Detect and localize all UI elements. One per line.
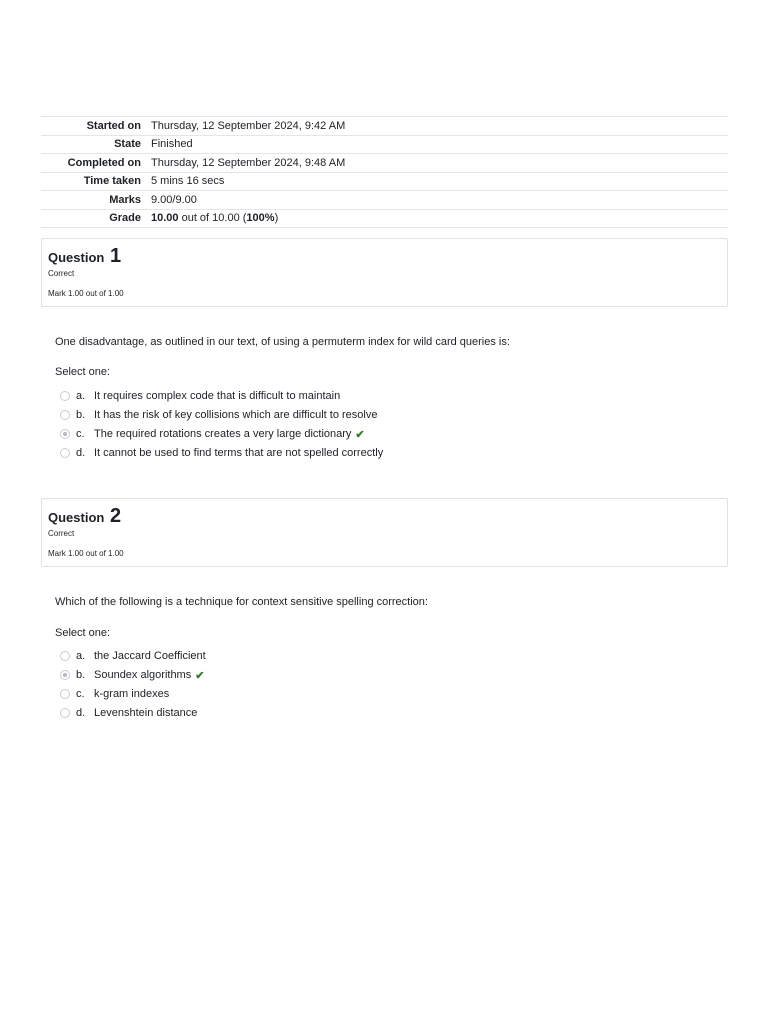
- question-2-answer-c[interactable]: [60, 686, 169, 702]
- question-1-answer-c[interactable]: [60, 426, 365, 442]
- answer-text: k-gram indexes: [94, 688, 170, 700]
- time-taken-value: 5 mins 16 secs: [151, 175, 225, 188]
- grade-out-of: out of 10.00 (: [178, 212, 247, 225]
- answer-letter: b.: [76, 669, 86, 681]
- question-1-answer-a[interactable]: [60, 388, 340, 404]
- grade-value: [151, 209, 728, 228]
- radio-button-selected[interactable]: [60, 670, 70, 680]
- radio-button[interactable]: [60, 708, 70, 718]
- question-1-prompt: Select one:: [55, 366, 111, 378]
- answer-text: Soundex algorithms: [94, 669, 192, 681]
- radio-button[interactable]: [60, 391, 70, 401]
- summary-row-grade: [41, 209, 728, 228]
- question-number: 2: [109, 505, 122, 527]
- radio-button[interactable]: [60, 448, 70, 458]
- question-2-mark: Mark 1.00 out of 1.00: [48, 549, 124, 558]
- question-1-state: Correct: [48, 269, 75, 278]
- question-label: Question: [48, 510, 105, 525]
- grade-percent: 100%: [246, 212, 275, 225]
- answer-letter: c.: [76, 688, 85, 700]
- grade-score: 10.00: [151, 212, 179, 225]
- answer-text: The required rotations creates a very large dictionary: [94, 428, 352, 440]
- question-1-text: One disadvantage, as outlined in our text, of using a permuterm index for wild card queries is:: [55, 336, 510, 348]
- completed-on-value: Thursday, 12 September 2024, 9:48 AM: [151, 156, 346, 169]
- answer-text: Levenshtein distance: [94, 707, 198, 719]
- time-taken-label: Time taken: [83, 175, 141, 188]
- question-number: 1: [109, 245, 122, 267]
- summary-row-started: [41, 117, 728, 136]
- question-2-answer-b[interactable]: [60, 667, 204, 683]
- question-1-answer-b[interactable]: [60, 407, 377, 423]
- summary-row-state: [41, 135, 728, 154]
- radio-button[interactable]: [60, 689, 70, 699]
- question-label: Question: [48, 250, 105, 265]
- radio-button[interactable]: [60, 410, 70, 420]
- question-2-info: [41, 498, 728, 567]
- question-2-answer-a[interactable]: [60, 648, 206, 664]
- check-icon: ✔: [195, 669, 205, 682]
- state-value: Finished: [151, 138, 193, 151]
- question-2-state: Correct: [48, 529, 75, 538]
- grade-label: Grade: [109, 212, 141, 225]
- question-2-text: Which of the following is a technique for context sensitive spelling correction:: [55, 596, 428, 608]
- answer-letter: a.: [76, 650, 86, 662]
- radio-button-selected[interactable]: [60, 429, 70, 439]
- answer-letter: d.: [76, 707, 86, 719]
- marks-label: Marks: [109, 193, 141, 206]
- question-1-mark: Mark 1.00 out of 1.00: [48, 289, 124, 298]
- marks-value: 9.00/9.00: [151, 193, 197, 206]
- question-1-info: [41, 238, 728, 307]
- answer-letter: a.: [76, 390, 86, 402]
- answer-letter: d.: [76, 447, 86, 459]
- summary-row-completed: [41, 154, 728, 173]
- started-on-value: Thursday, 12 September 2024, 9:42 AM: [151, 119, 346, 132]
- answer-text: It has the risk of key collisions which are difficult to resolve: [94, 409, 378, 421]
- question-2-answer-d[interactable]: [60, 705, 197, 721]
- answer-letter: c.: [76, 428, 85, 440]
- answer-text: It cannot be used to find terms that are not spelled correctly: [94, 447, 384, 459]
- question-2-prompt: Select one:: [55, 627, 111, 639]
- completed-on-label: Completed on: [67, 156, 141, 169]
- answer-text: the Jaccard Coefficient: [94, 650, 206, 662]
- question-1-answer-d[interactable]: [60, 445, 383, 461]
- answer-letter: b.: [76, 409, 86, 421]
- started-on-label: Started on: [86, 119, 141, 132]
- question-2-title: [48, 505, 121, 528]
- radio-button[interactable]: [60, 651, 70, 661]
- state-label: State: [114, 138, 141, 151]
- summary-row-time: [41, 172, 728, 191]
- grade-close: ): [274, 212, 279, 225]
- question-1-title: [48, 245, 121, 268]
- answer-text: It requires complex code that is difficult to maintain: [94, 390, 341, 402]
- quiz-summary-table: [41, 116, 728, 228]
- summary-row-marks: [41, 191, 728, 210]
- check-icon: ✔: [355, 428, 365, 441]
